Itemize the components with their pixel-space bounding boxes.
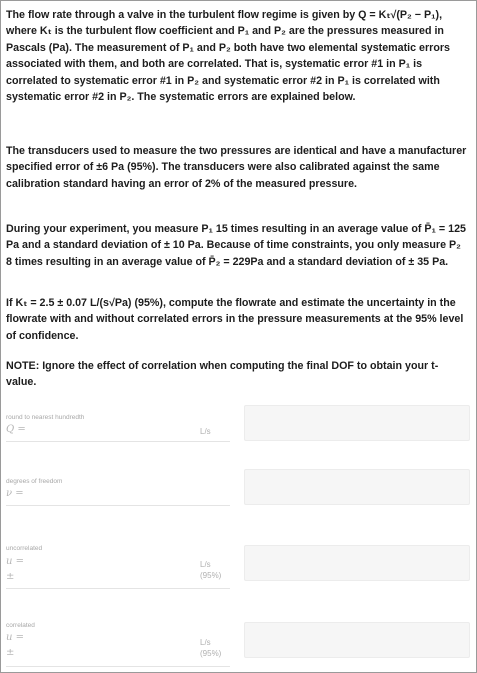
flowrate-unit: L/s [200, 427, 211, 436]
flowrate-variable: Q = [6, 424, 26, 435]
correlated-unit: L/s [200, 638, 211, 647]
problem-paragraph-2: The transducers used to measure the two pressures are identical and have a manufacturer specified error of ±6 Pa (95%). The transducers were also calibrated against the same calibration standard having an error of 2% of the measured pressure. [6, 145, 467, 190]
problem-paragraph-1: The flow rate through a valve in the turbulent flow regime is given by Q = Kₜ√(P₂ − P₁), where Kₜ is the turbulent flow coefficient and P₁ and P₂ are the pressures measured in Pascals (Pa). The measurement of P₁ and P₂ both have two elemental systematic errors associated with them, and both are correlated. That is, systematic error #1 in P₁ is correlated to systematic error #1 in P₂ and systematic error #2 in P₁ is correlated with systematic error #2 in P₂. The systematic errors are explained below. [6, 9, 450, 104]
dof-field-label: degrees of freedom [6, 478, 63, 485]
uncorrelated-unit: L/s [200, 560, 211, 569]
dof-underline [6, 505, 230, 506]
uncorrelated-confidence: (95%) [200, 571, 222, 580]
flowrate-underline [6, 441, 230, 442]
correlated-underline [6, 666, 230, 667]
uncorrelated-underline [6, 588, 230, 589]
correlated-variable: u = [6, 632, 24, 643]
uncorrelated-input[interactable] [244, 545, 470, 581]
uncorrelated-field-label: uncorrelated [6, 545, 43, 552]
dof-variable: ν = [6, 488, 24, 499]
correlated-field-label: correlated [6, 622, 35, 629]
correlated-confidence: (95%) [200, 649, 222, 658]
note-paragraph: NOTE: Ignore the effect of correlation when computing the final DOF to obtain your t-value. [6, 360, 439, 389]
correlated-plus-minus: ± [6, 647, 15, 658]
correlated-input[interactable] [244, 622, 470, 658]
uncorrelated-plus-minus: ± [6, 571, 15, 582]
flowrate-field-label: round to nearest hundredth [6, 414, 85, 421]
problem-paragraph-4: If Kₜ = 2.5 ± 0.07 L/(s√Pa) (95%), compute the flowrate and estimate the uncertainty in the flowrate with and without correlated errors in the pressure measurements at the 95% level of confidence. [6, 297, 464, 342]
uncorrelated-variable: u = [6, 556, 24, 567]
dof-input[interactable] [244, 469, 470, 505]
flowrate-input[interactable] [244, 405, 470, 441]
problem-paragraph-3: During your experiment, you measure P₁ 15 times resulting in an average value of P̄₁ = 125 Pa and a standard deviation of ± 10 Pa. Because of time constraints, you only measure P₂ 8 times resulting in an average value of P̄₂ = 229Pa and a standard deviation of ± 35 Pa. [6, 223, 466, 268]
